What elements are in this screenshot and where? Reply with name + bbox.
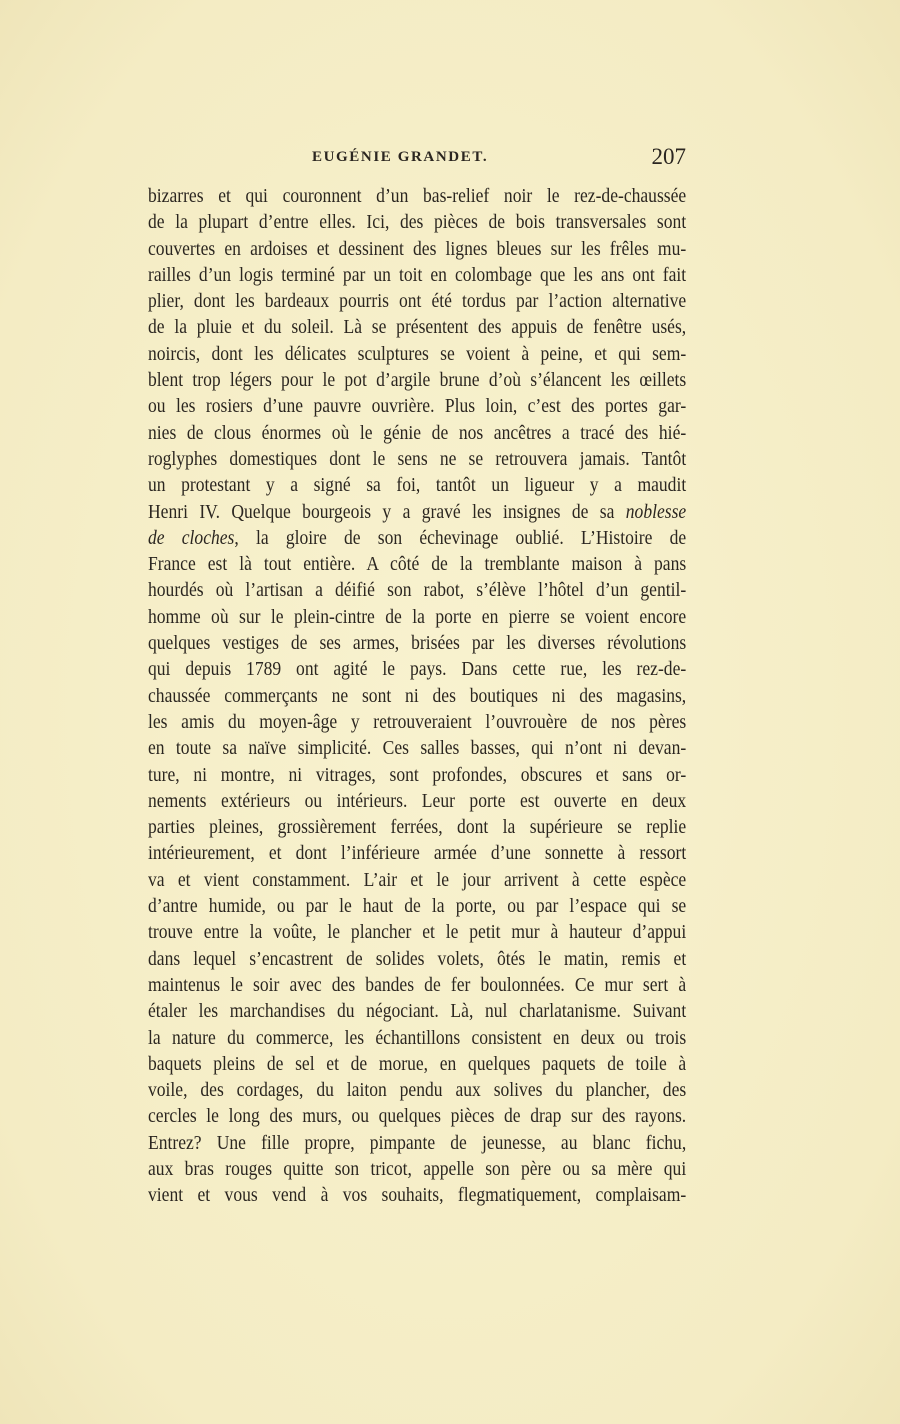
text-segment: un protestant y a signé sa foi, tantôt un ligueur y a maudit <box>148 475 687 497</box>
text-line <box>148 552 686 578</box>
text-segment: aux bras rouges quitte son tricot, appelle son père ou sa mère qui <box>148 1158 687 1180</box>
text-line <box>148 368 686 394</box>
text-line <box>148 184 686 210</box>
text-segment: blent trop légers pour le pot d’argile brune d’où s’élancent les œillets <box>148 370 687 392</box>
text-line <box>148 237 686 263</box>
text-line <box>148 421 686 447</box>
text-segment: cercles le long des murs, ou quelques pièces de drap sur des rayons. <box>148 1106 687 1128</box>
text-segment: noircis, dont les délicates sculptures se voient à peine, et qui sem- <box>148 343 687 365</box>
text-line <box>148 815 686 841</box>
text-line <box>148 1052 686 1078</box>
text-line <box>148 763 686 789</box>
text-segment: vient et vous vend à vos souhaits, flegmatiquement, complaisam- <box>148 1185 687 1207</box>
text-segment: nements extérieurs ou intérieurs. Leur porte est ouverte en deux <box>148 790 687 812</box>
text-segment: voile, des cordages, du laiton pendu aux solives du plancher, des <box>148 1080 687 1102</box>
text-segment: railles d’un logis terminé par un toit en colombage que les ans ont fait <box>148 264 687 286</box>
text-line <box>148 841 686 867</box>
text-line <box>148 1078 686 1104</box>
text-line <box>148 736 686 762</box>
text-line <box>148 578 686 604</box>
text-segment: ou les rosiers d’une pauvre ouvrière. Plus loin, c’est des portes gar- <box>148 396 687 418</box>
text-segment: trouve entre la voûte, le plancher et le petit mur à hauteur d’appui <box>148 922 687 944</box>
text-line <box>148 710 686 736</box>
text-segment: étaler les marchandises du négociant. Là, nul charlatanisme. Suivant <box>148 1001 687 1023</box>
text-line <box>148 289 686 315</box>
text-segment: les amis du moyen-âge y retrouveraient l’ouvrouère de nos pères <box>148 711 687 733</box>
text-segment: de cloches <box>148 527 235 549</box>
text-line <box>148 210 686 236</box>
text-segment: de la pluie et du soleil. Là se présentent des appuis de fenêtre usés, <box>148 317 687 339</box>
running-title: EUGÉNIE GRANDET. <box>312 149 489 165</box>
text-segment: hourdés où l’artisan a déifié son rabot, s’élève l’hôtel d’un gentil- <box>148 580 687 602</box>
text-segment: ture, ni montre, ni vitrages, sont profondes, obscures et sans or- <box>148 764 687 786</box>
text-segment: quelques vestiges de ses armes, brisées par les diverses révolutions <box>148 633 687 655</box>
page-number: 207 <box>651 144 686 169</box>
text-segment: la nature du commerce, les échantillons consistent en deux ou trois <box>148 1027 687 1049</box>
text-line <box>148 500 686 526</box>
text-segment: d’antre humide, ou par le haut de la porte, ou par l’espace qui se <box>148 896 687 918</box>
text-segment: couvertes en ardoises et dessinent des lignes bleues sur les frêles mu- <box>148 238 687 260</box>
text-segment: plier, dont les bardeaux pourris ont été tordus par l’action alternative <box>148 291 687 313</box>
text-line <box>148 657 686 683</box>
text-segment: parties pleines, grossièrement ferrées, dont la supérieure se replie <box>148 817 687 839</box>
text-segment: qui depuis 1789 ont agité le pays. Dans cette rue, les rez-de- <box>148 659 687 681</box>
page-header <box>148 146 686 172</box>
text-segment: , la gloire de son échevinage oublié. L’Histoire de <box>234 527 687 549</box>
text-line <box>148 1183 686 1209</box>
text-segment: maintenus le soir avec des bandes de fer boulonnées. Ce mur sert à <box>148 974 687 996</box>
text-segment: nies de clous énormes où le génie de nos ancêtres a tracé des hié- <box>148 422 687 444</box>
text-line <box>148 605 686 631</box>
text-segment: bizarres et qui couronnent d’un bas-relief noir le rez-de-chaussée <box>148 186 687 207</box>
text-segment: va et vient constamment. L’air et le jour arrivent à cette espèce <box>148 869 687 891</box>
text-line <box>148 684 686 710</box>
text-segment: Entrez? Une fille propre, pimpante de jeunesse, au blanc fichu, <box>148 1132 687 1154</box>
text-segment: de la plupart d’entre elles. Ici, des pièces de bois transversales sont <box>148 212 687 234</box>
body-text <box>148 184 686 1210</box>
text-line <box>148 1104 686 1130</box>
text-line <box>148 631 686 657</box>
text-line <box>148 920 686 946</box>
text-segment: France est là tout entière. A côté de la tremblante maison à pans <box>148 554 687 576</box>
text-line <box>148 947 686 973</box>
text-segment: en toute sa naïve simplicité. Ces salles basses, qui n’ont ni devan- <box>148 738 687 760</box>
text-line <box>148 315 686 341</box>
text-line <box>148 999 686 1025</box>
text-line <box>148 894 686 920</box>
text-segment: baquets pleins de sel et de morue, en quelques paquets de toile à <box>148 1053 687 1075</box>
text-segment: chaussée commerçants ne sont ni des boutiques ni des magasins, <box>148 685 687 707</box>
text-line <box>148 789 686 815</box>
text-line <box>148 1131 686 1157</box>
text-line <box>148 1157 686 1183</box>
text-segment: intérieurement, et dont l’inférieure armée d’une sonnette à ressort <box>148 843 687 865</box>
text-segment: Henri IV. Quelque bourgeois y a gravé les insignes de sa <box>148 501 615 523</box>
text-segment: roglyphes domestiques dont le sens ne se retrouvera jamais. Tantôt <box>148 448 687 470</box>
text-line <box>148 394 686 420</box>
text-line <box>148 473 686 499</box>
text-segment: homme où sur le plein-cintre de la porte en pierre se voient encore <box>148 606 687 628</box>
text-line <box>148 868 686 894</box>
text-line <box>148 1026 686 1052</box>
text-segment: dans lequel s’encastrent de solides volets, ôtés le matin, remis et <box>148 948 687 970</box>
text-line <box>148 447 686 473</box>
text-line <box>148 342 686 368</box>
text-line <box>148 526 686 552</box>
text-segment: noblesse <box>625 501 687 523</box>
text-line <box>148 973 686 999</box>
text-line <box>148 263 686 289</box>
